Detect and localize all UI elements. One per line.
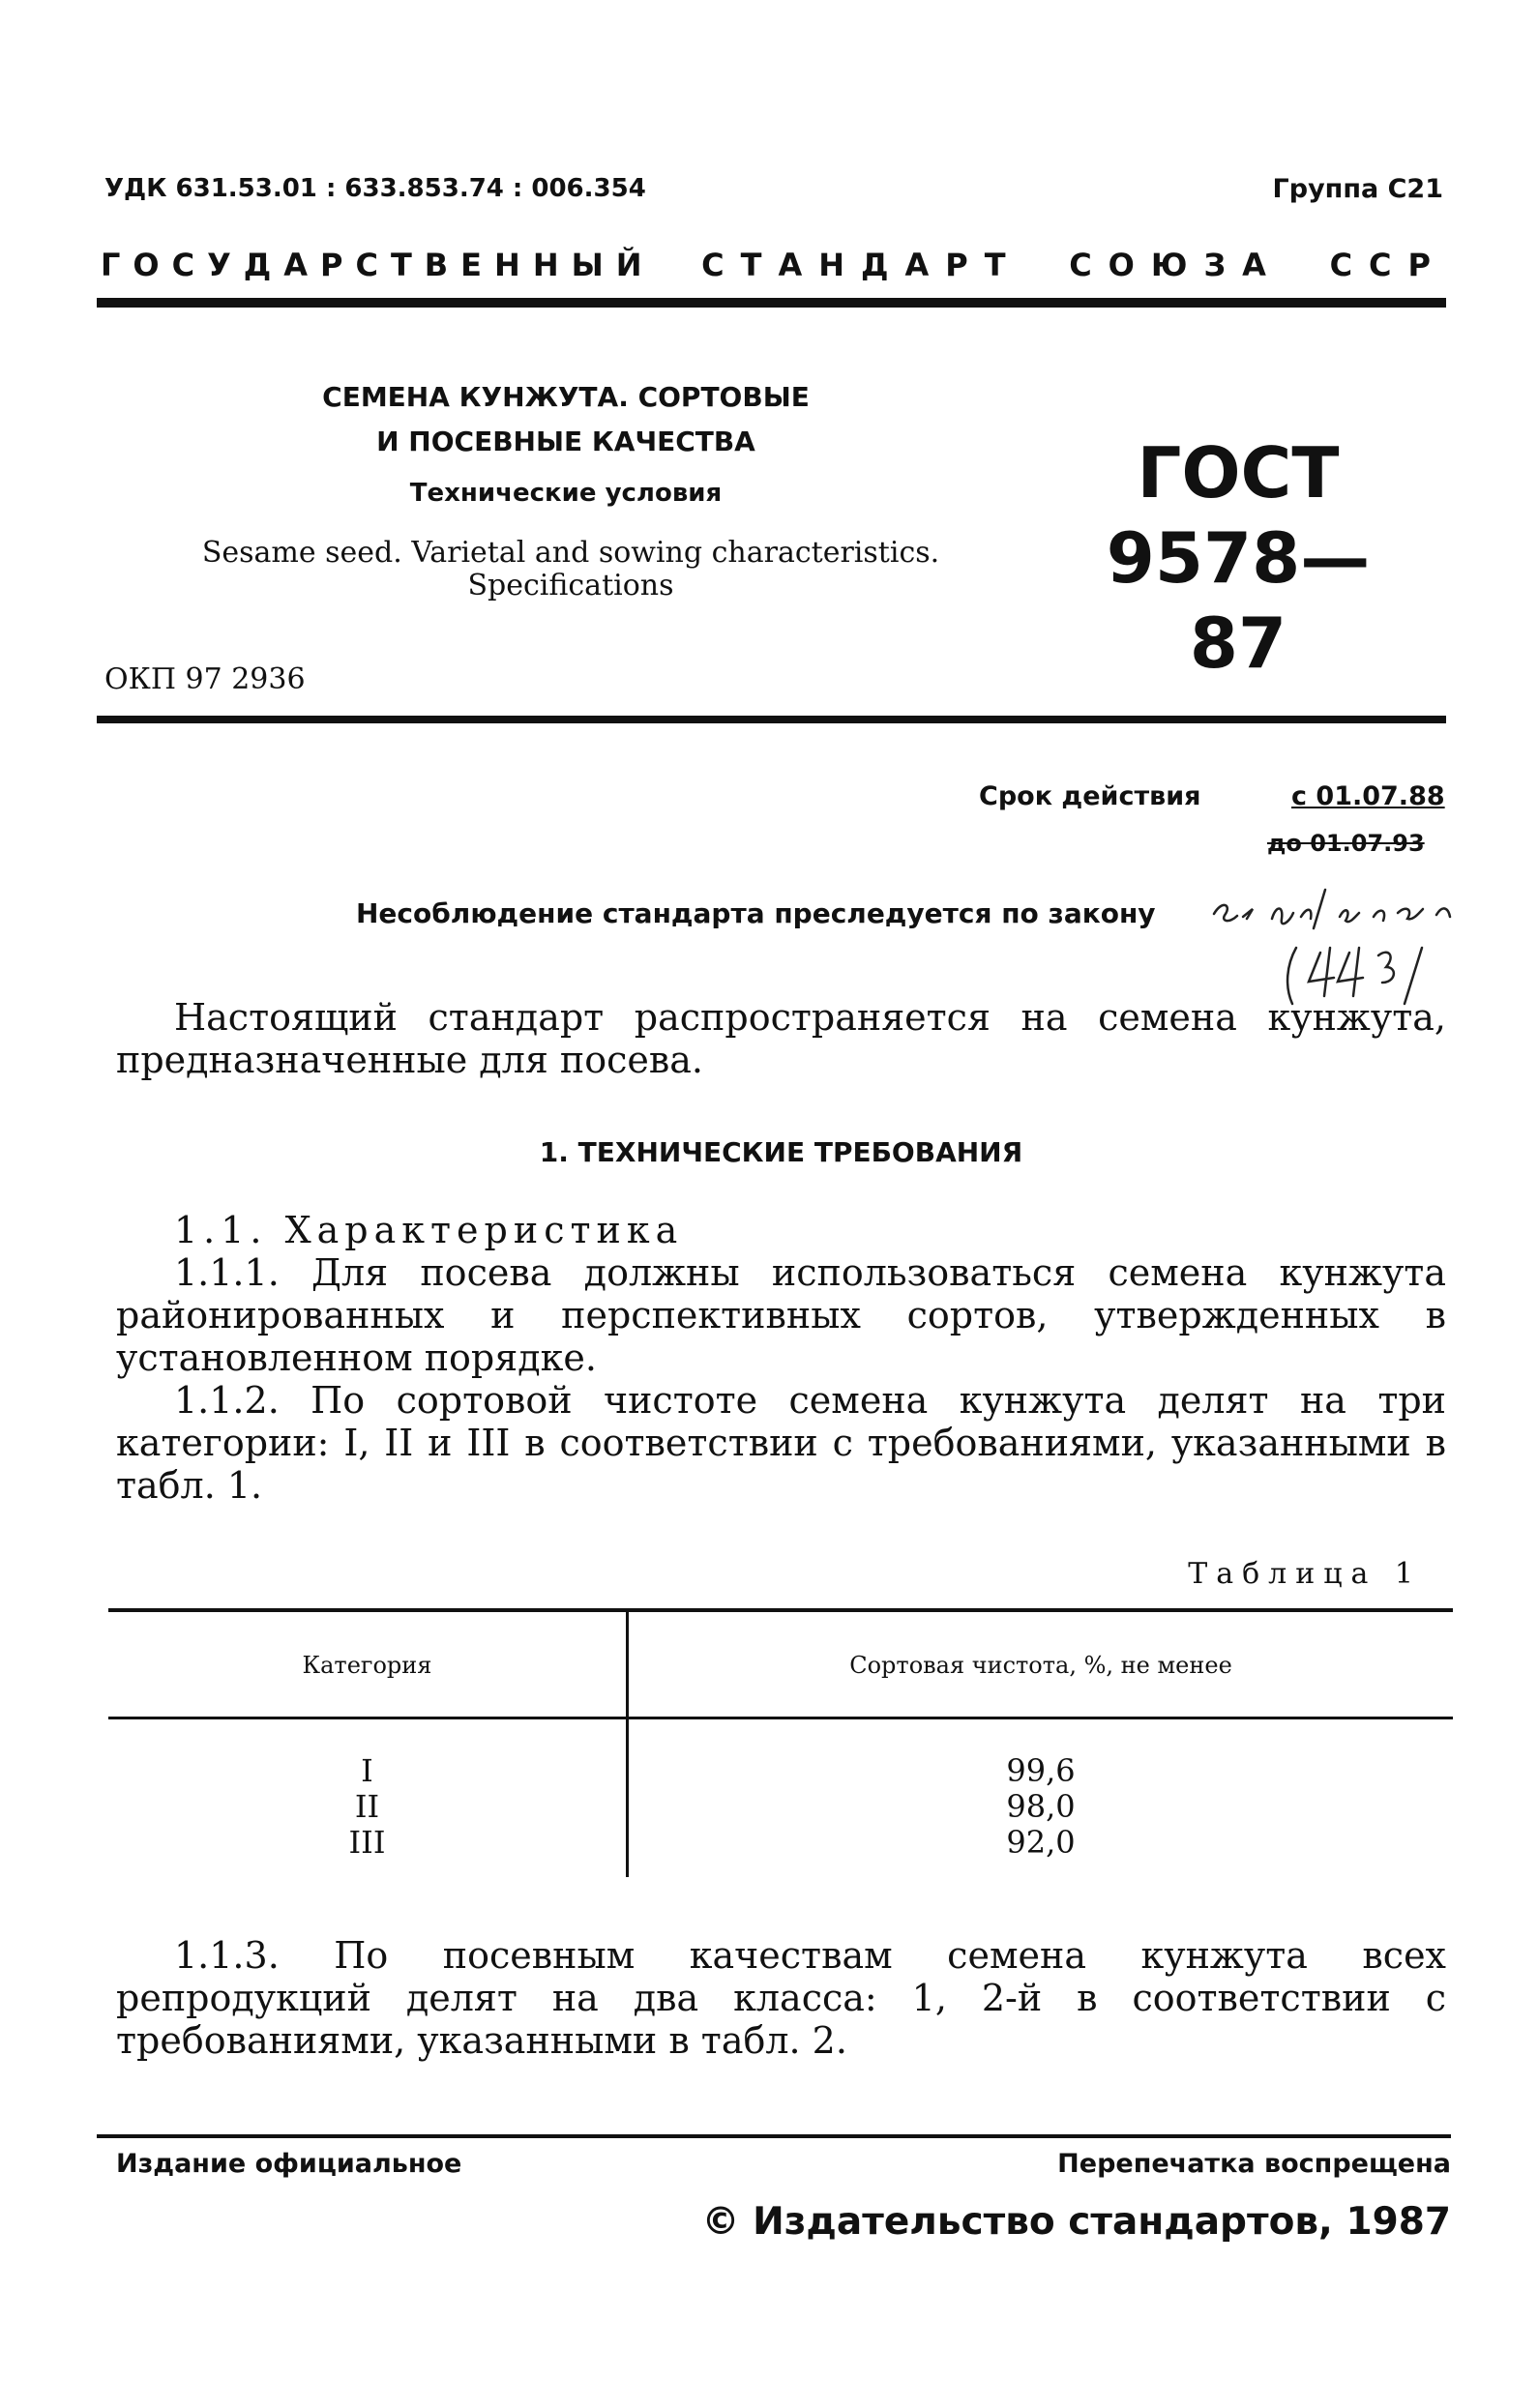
table-header-rule — [108, 1717, 1453, 1719]
table-column-purity — [629, 1753, 1453, 1861]
table-top-rule — [108, 1608, 1453, 1612]
document-subtitle: Технические условия — [409, 479, 723, 508]
reprint-notice: Перепечатка воспрещена — [1057, 2149, 1451, 2179]
english-title — [145, 537, 996, 602]
table-cell: 92,0 — [1006, 1824, 1076, 1861]
english-title-line-1: Sesame seed. Varietal and sowing characteristics. — [201, 536, 940, 570]
gost-label: ГОСТ — [1137, 432, 1340, 514]
table-header-category: Категория — [302, 1652, 432, 1679]
table-1 — [108, 1608, 1453, 1898]
clause-1-1-1: 1.1.1. Для посева должны использоваться семена кунжута районированных и перспективных сортов, утвержденных в установленном порядке. — [116, 1251, 1446, 1379]
banner-word: СОЮЗА — [1069, 247, 1283, 283]
header-rule — [97, 298, 1446, 308]
group-code: Группа С21 — [1272, 174, 1443, 204]
udk-code: УДК 631.53.01 : 633.853.74 : 006.354 — [104, 174, 646, 203]
table-cell: II — [354, 1788, 380, 1825]
clause-1-1-2: 1.1.2. По сортовой чистоте семена кунжута делят на три категории: I, II и III в соответствии с требованиями, указанными в табл. 1. — [116, 1379, 1446, 1507]
table-column-category — [108, 1753, 626, 1861]
okp-code: ОКП 97 2936 — [104, 662, 306, 696]
english-title-line-2: Specifications — [467, 569, 674, 602]
table-title: Таблица 1 — [1188, 1557, 1422, 1591]
requirements-text — [116, 1209, 1446, 1507]
clause-1-1-3: 1.1.3. По посевным качествам семена кунжута всех репродукций делят на два класса: 1, 2-й в соответствии с требованиями, указанными в табл. 2. — [116, 1934, 1446, 2062]
validity-to: до 01.07.93 — [1267, 830, 1425, 857]
gost-number: 9578—87 — [1106, 517, 1371, 684]
banner-word: ССР — [1329, 247, 1447, 283]
banner-word: СТАНДАРТ — [701, 247, 1022, 283]
section-heading: 1. ТЕХНИЧЕСКИЕ ТРЕБОВАНИЯ — [539, 1136, 1023, 1168]
table-cell: I — [361, 1752, 373, 1789]
gost-designation — [1079, 430, 1398, 686]
table-header-purity: Сортовая чистота, %, не менее — [849, 1652, 1232, 1679]
copyright: © Издательство стандартов, 1987 — [701, 2200, 1451, 2244]
table-cell: 98,0 — [1006, 1788, 1076, 1825]
validity-label: Срок действия — [979, 781, 1201, 811]
footer-rule — [97, 2134, 1451, 2138]
clause-1-1: 1.1. Характеристика — [174, 1209, 684, 1251]
validity-from: с 01.07.88 — [1291, 781, 1445, 811]
intro-paragraph: Настоящий стандарт распространяется на семена кунжута, предназначенные для посева. — [116, 996, 1446, 1081]
official-edition: Издание официальное — [116, 2149, 462, 2179]
title-line-1: СЕМЕНА КУНЖУТА. СОРТОВЫЕ — [322, 381, 810, 413]
table-cell: III — [348, 1824, 386, 1861]
handwritten-note — [1204, 870, 1523, 1006]
title-rule — [97, 716, 1446, 723]
state-standard-banner — [101, 247, 1447, 283]
table-cell: 99,6 — [1006, 1752, 1076, 1789]
banner-word: ГОСУДАРСТВЕННЫЙ — [101, 247, 655, 283]
document-title — [261, 375, 871, 464]
law-notice: Несоблюдение стандарта преследуется по закону — [356, 897, 1156, 929]
title-line-2: И ПОСЕВНЫЕ КАЧЕСТВА — [376, 426, 755, 457]
